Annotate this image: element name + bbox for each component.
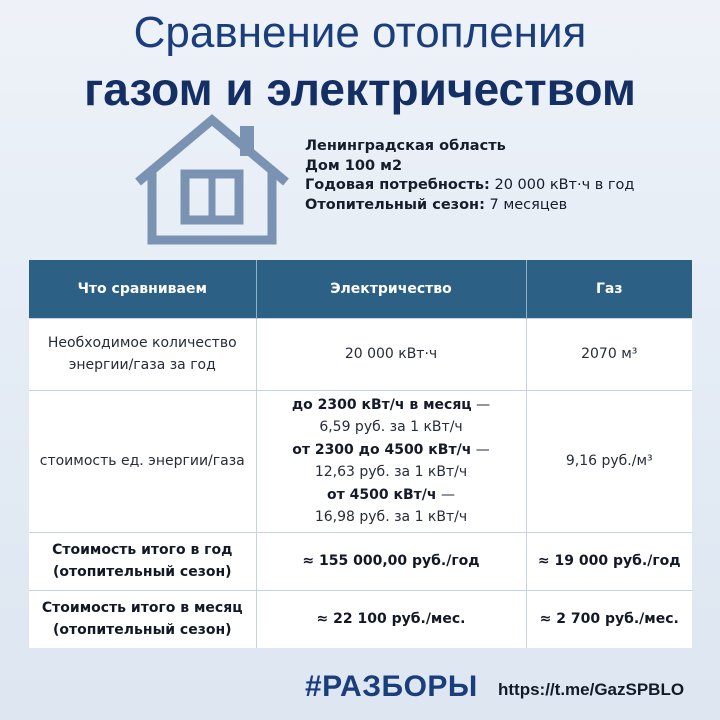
house-area: Дом 100 м2 xyxy=(305,157,403,174)
table-row xyxy=(29,532,692,590)
tier1-price: 6,59 руб. за 1 кВт/ч xyxy=(319,419,463,435)
gas-cell: ≈ 2 700 руб./мес. xyxy=(526,590,692,648)
table-row xyxy=(29,318,692,390)
row-label: Стоимость итого в месяц (отопительный сезон) xyxy=(29,590,256,648)
house-info xyxy=(305,137,634,215)
header-gas: Газ xyxy=(526,260,692,318)
region: Ленинградская область xyxy=(305,138,506,154)
hashtag: #РАЗБОРЫ xyxy=(305,670,478,703)
telegram-link[interactable]: https://t.me/GazSPBLO xyxy=(498,680,685,699)
electricity-cell: ≈ 155 000,00 руб./год xyxy=(256,532,526,590)
table-row xyxy=(29,590,692,648)
table-header-row xyxy=(29,260,692,318)
tier3-range: от 4500 кВт/ч xyxy=(327,486,437,503)
row-label: Необходимое количество энергии/газа за год xyxy=(29,318,256,390)
tier3-price: 16,98 руб. за 1 кВт/ч xyxy=(314,509,468,525)
comparison-table xyxy=(29,260,692,648)
tier1-range: до 2300 кВт/ч в месяц xyxy=(291,396,472,413)
gas-cell: 9,16 руб./м³ xyxy=(526,390,692,532)
electricity-cell: ≈ 22 100 руб./мес. xyxy=(256,590,526,648)
row-label: Стоимость итого в год (отопительный сезон) xyxy=(29,532,256,590)
gas-cell: ≈ 19 000 руб./год xyxy=(526,532,692,590)
table-row xyxy=(29,390,692,532)
tier2-range: от 2300 до 4500 кВт/ч xyxy=(292,441,472,458)
header-compare: Что сравниваем xyxy=(29,260,256,318)
house-icon xyxy=(128,112,296,248)
electricity-tariff-cell: до 2300 кВт/ч в месяц — 6,59 руб. за 1 кВт/ч от 2300 до 4500 кВт/ч — 12,63 руб. за 1 кВт/ч от 4500 кВт/ч — 16,98 руб. за 1 кВт/ч xyxy=(256,390,526,532)
header-electricity: Электричество xyxy=(256,260,526,318)
electricity-cell: 20 000 кВт·ч xyxy=(256,318,526,390)
row-label: стоимость ед. энергии/газа xyxy=(29,390,256,532)
season-label: Отопительный сезон: xyxy=(305,196,485,213)
gas-cell: 2070 м³ xyxy=(526,318,692,390)
tier2-price: 12,63 руб. за 1 кВт/ч xyxy=(314,464,468,480)
title-line-2: газом и электричеством xyxy=(84,63,636,115)
demand-label: Годовая потребность: xyxy=(305,177,490,193)
season-value: 7 месяцев xyxy=(489,196,568,213)
demand-value: 20 000 кВт·ч в год xyxy=(494,177,635,193)
title-line-1: Сравнение отопления xyxy=(133,8,587,57)
